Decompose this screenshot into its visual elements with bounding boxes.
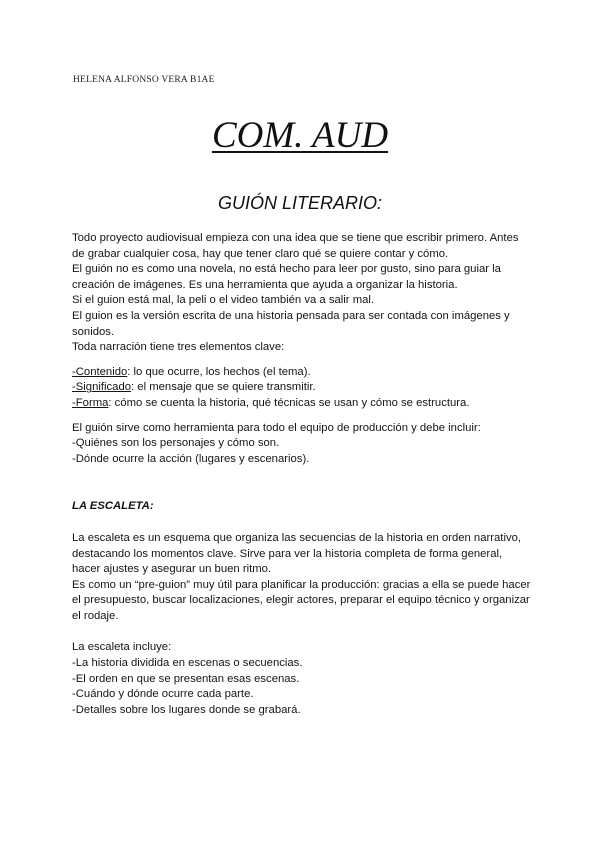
course-title	[0, 114, 600, 158]
document-body	[72, 231, 532, 718]
paragraph: El guion es la versión escrita de una historia pensada para ser contada con imágenes y sonidos.	[72, 309, 510, 338]
paragraph: Todo proyecto audiovisual empieza con una idea que se tiene que escribir primero. Antes de grabar cualquier cosa, hay que tener claro qué se quiere contar y cómo.	[72, 232, 519, 260]
element-desc: : lo que ocurre, los hechos (el tema).	[127, 365, 311, 378]
element-desc: : el mensaje que se quiere transmitir.	[131, 381, 316, 394]
element-item-contenido	[72, 365, 532, 381]
section-title-escaleta: LA ESCALETA:	[72, 500, 154, 513]
tool-item: -Dónde ocurre la acción (lugares y escenarios).	[72, 452, 310, 465]
includes-item: -Detalles sobre los lugares donde se grabará.	[72, 703, 301, 716]
course-title-text: COM. AUD	[211, 115, 389, 156]
paragraph: Es como un “pre-guion” muy útil para planificar la producción: gracias a ella se puede hacer el presupuesto, buscar localizaciones, elegir actores, preparar el equipo técnico y organizar el rodaje.	[72, 578, 531, 622]
tool-item: -Quiénes son los personajes y cómo son.	[72, 437, 280, 450]
includes-item: -Cuándo y dónde ocurre cada parte.	[72, 688, 254, 701]
element-term: -Significado	[72, 381, 132, 394]
tool-intro: El guión sirve como herramienta para todo el equipo de producción y debe incluir:	[72, 421, 481, 434]
paragraph: Toda narración tiene tres elementos clave:	[72, 341, 285, 354]
includes-item: -El orden en que se presentan esas escenas.	[72, 672, 300, 685]
section-title-guion-literario: GUIÓN LITERARIO:	[217, 193, 383, 213]
includes-item: -La historia dividida en escenas o secuencias.	[72, 657, 303, 670]
includes-intro: La escaleta incluye:	[72, 641, 172, 654]
paragraph: El guión no es como una novela, no está hecho para leer por gusto, sino para guiar la creación de imágenes. Es una herramienta que ayuda a organizar la historia.	[72, 263, 501, 291]
author-name: HELENA ALFONSO VERA B1AE	[73, 75, 215, 85]
element-item-forma	[72, 396, 532, 412]
element-item-significado	[72, 380, 532, 396]
paragraph: Si el guion está mal, la peli o el video también va a salir mal.	[72, 294, 375, 307]
paragraph: La escaleta es un esquema que organiza las secuencias de la historia en orden narrativo, destacando los momentos clave. Sirve para ver la historia completa de forma general, hacer ajustes y asegurar un buen ritmo.	[72, 531, 522, 576]
element-term: -Contenido	[72, 365, 128, 378]
element-term: -Forma	[72, 396, 109, 409]
element-desc: : cómo se cuenta la historia, qué técnicas se usan y cómo se estructura.	[108, 396, 470, 409]
